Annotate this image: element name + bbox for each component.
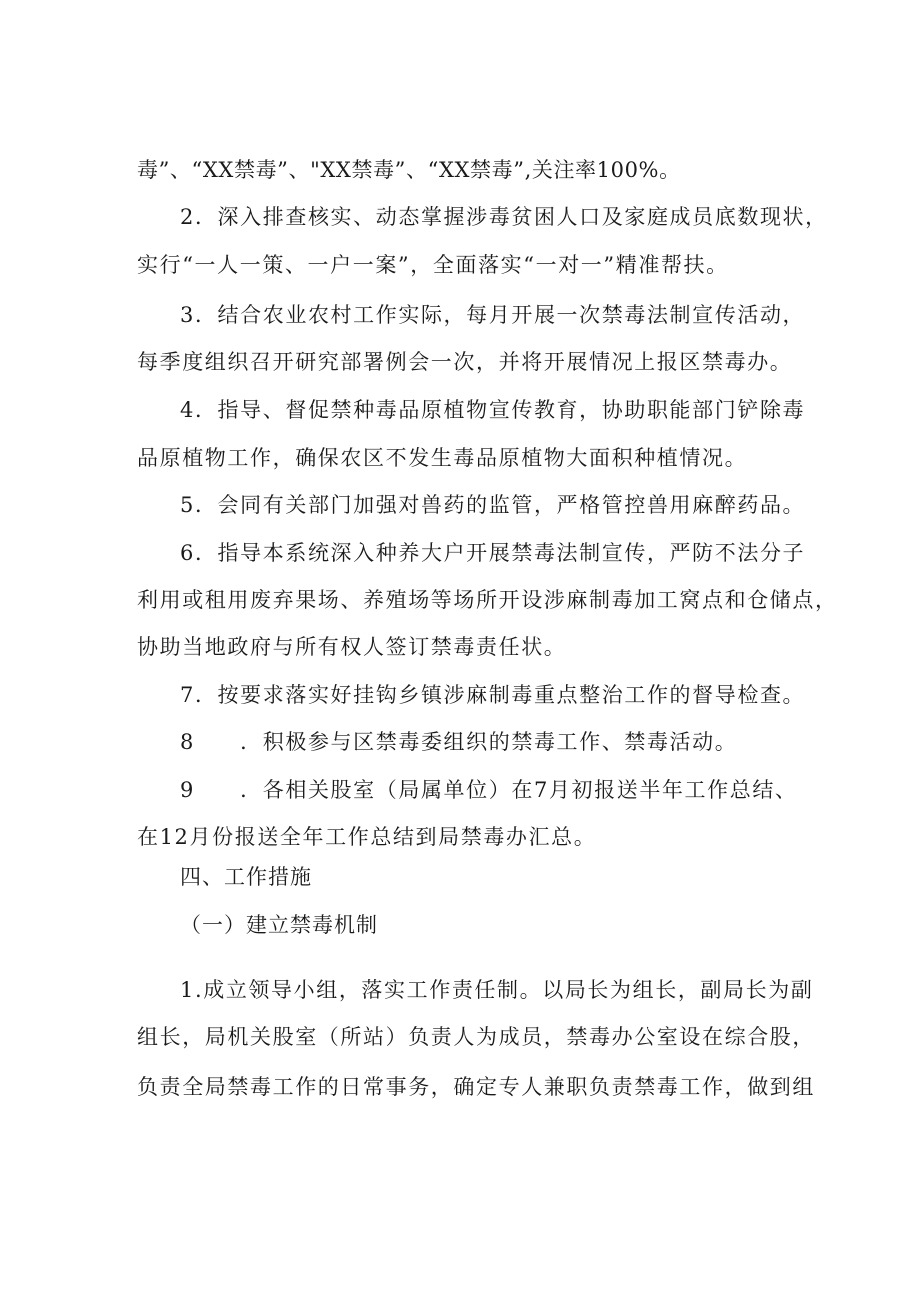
text-line: 品原植物工作，确保农区不发生毒品原植物大面积种植情况。: [137, 446, 748, 470]
text-line: 每季度组织召开研究部署例会一次，并将开展情况上报区禁毒办。: [137, 350, 793, 374]
text-line: 负责全局禁毒工作的日常事务，确定专人兼职负责禁毒工作，做到组: [137, 1075, 815, 1099]
text-line: 组长，局机关股室（所站）负责人为成员，禁毒办公室设在综合股，: [137, 1025, 815, 1049]
text-line: 4．指导、督促禁种毒品原植物宣传教育，协助职能部门铲除毒: [180, 398, 806, 422]
text-line: 毒”、“XX禁毒”、"XX禁毒”、“XX禁毒”,关注率100%。: [137, 158, 681, 182]
text-line: 9 ．各相关股室（局属单位）在7月初报送半年工作总结、: [180, 778, 798, 802]
text-line: 7．按要求落实好挂钩乡镇涉麻制毒重点整治工作的督导检查。: [180, 683, 806, 707]
text-line: 在12月份报送全年工作总结到局禁毒办汇总。: [137, 825, 597, 849]
text-line: 6．指导本系统深入种养大户开展禁毒法制宣传，严防不法分子: [180, 541, 806, 565]
text-line: 3．结合农业农村工作实际，每月开展一次禁毒法制宣传活动，: [180, 303, 806, 327]
text-line: 利用或租用废弃果场、养殖场等场所开设涉麻制毒加工窝点和仓储点，: [137, 588, 838, 612]
text-line: 5．会同有关部门加强对兽药的监管，严格管控兽用麻醉药品。: [180, 493, 806, 517]
subsection-heading: （一）建立禁毒机制: [180, 913, 378, 937]
text-line: 1.成立领导小组，落实工作责任制。以局长为组长，副局长为副: [180, 978, 814, 1002]
section-heading: 四、工作措施: [180, 865, 312, 889]
text-line: 8 ．积极参与区禁毒委组织的禁毒工作、禁毒活动。: [180, 730, 738, 754]
text-line: 协助当地政府与所有权人签订禁毒责任状。: [137, 635, 567, 659]
text-line: 2．深入排查核实、动态掌握涉毒贫困人口及家庭成员底数现状，: [180, 205, 828, 229]
text-line: 实行“一人一策、一户一案”，全面落实“一对一”精准帮扶。: [137, 253, 729, 277]
